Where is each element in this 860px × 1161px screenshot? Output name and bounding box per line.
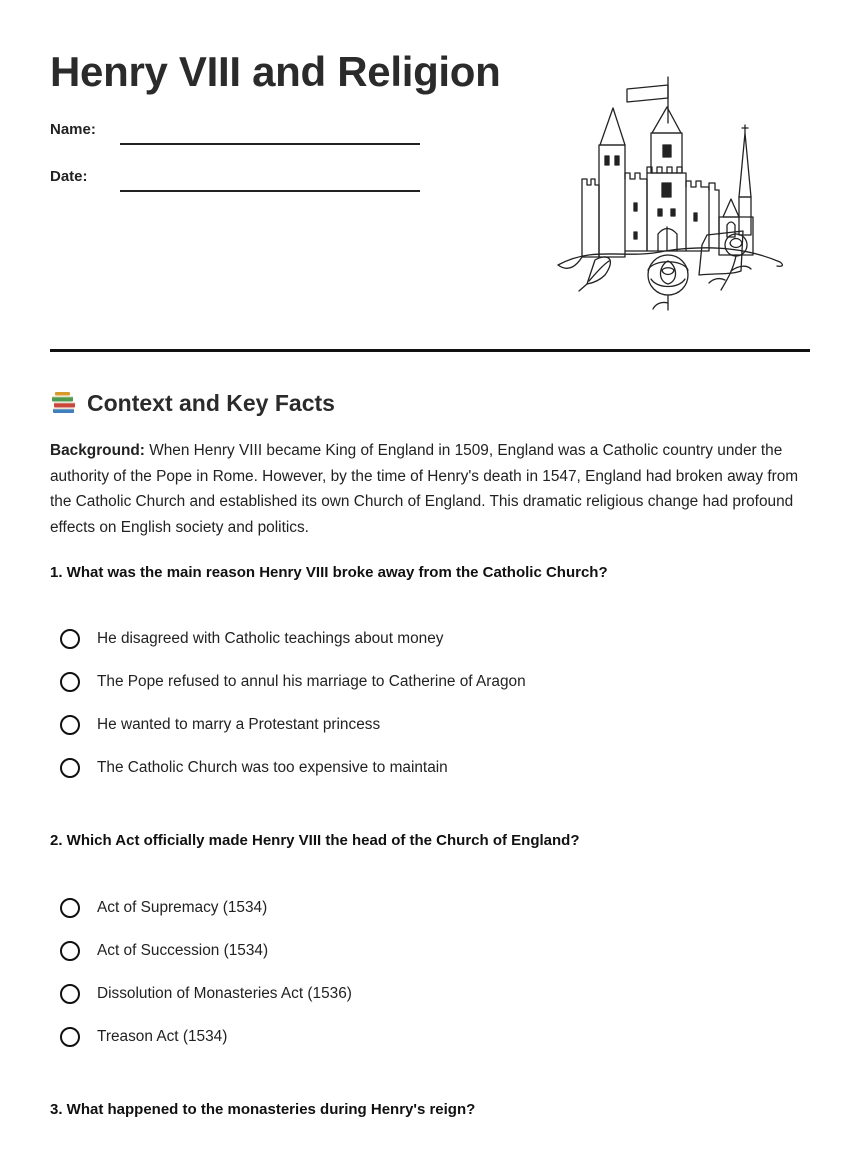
date-label: Date: xyxy=(50,168,88,185)
section-heading-text: Context and Key Facts xyxy=(87,389,335,416)
question-2: 2. Which Act officially made Henry VIII the head of the Church of England? xyxy=(50,832,580,849)
question-1-option-c[interactable] xyxy=(60,712,380,738)
question-2-option-d[interactable] xyxy=(60,1024,227,1050)
worksheet-page xyxy=(50,0,810,1161)
section-heading xyxy=(50,389,335,417)
option-label: The Catholic Church was too expensive to maintain xyxy=(97,759,448,776)
date-field[interactable] xyxy=(120,190,420,192)
radio-button[interactable] xyxy=(60,629,80,649)
option-label: Treason Act (1534) xyxy=(97,1028,228,1045)
background-paragraph xyxy=(50,438,810,540)
option-label: Act of Succession (1534) xyxy=(97,942,269,959)
radio-button[interactable] xyxy=(60,984,80,1004)
page-title: Henry VIII and Religion xyxy=(50,48,501,95)
question-1: 1. What was the main reason Henry VIII broke away from the Catholic Church? xyxy=(50,564,608,581)
radio-button[interactable] xyxy=(60,758,80,778)
background-label: Background: xyxy=(50,442,145,459)
radio-button[interactable] xyxy=(60,1027,80,1047)
option-label: The Pope refused to annul his marriage to Catherine of Aragon xyxy=(97,673,526,690)
name-label: Name: xyxy=(50,121,96,138)
radio-button[interactable] xyxy=(60,672,80,692)
name-field[interactable] xyxy=(120,143,420,145)
castle-with-roses-icon xyxy=(555,75,790,315)
radio-button[interactable] xyxy=(60,941,80,961)
question-2-option-b[interactable] xyxy=(60,938,268,964)
books-icon xyxy=(50,389,78,417)
question-2-option-a[interactable] xyxy=(60,895,267,921)
question-2-option-c[interactable] xyxy=(60,981,352,1007)
option-label: Act of Supremacy (1534) xyxy=(97,899,268,916)
option-label: He disagreed with Catholic teachings about money xyxy=(97,630,444,647)
option-label: Dissolution of Monasteries Act (1536) xyxy=(97,985,352,1002)
section-divider xyxy=(50,349,810,352)
question-1-option-b[interactable] xyxy=(60,669,526,695)
radio-button[interactable] xyxy=(60,898,80,918)
radio-button[interactable] xyxy=(60,715,80,735)
question-3: 3. What happened to the monasteries during Henry's reign? xyxy=(50,1101,476,1118)
question-1-option-a[interactable] xyxy=(60,626,444,652)
background-text: When Henry VIII became King of England in 1509, England was a Catholic country under the authority of the Pope in Rome. However, by the time of Henry's death in 1547, England had broken away from the Catholic Church and established its own Church of England. This dramatic religious change had profound effects on English society and politics. xyxy=(50,442,799,536)
option-label: He wanted to marry a Protestant princess xyxy=(97,716,381,733)
question-1-option-d[interactable] xyxy=(60,755,448,781)
